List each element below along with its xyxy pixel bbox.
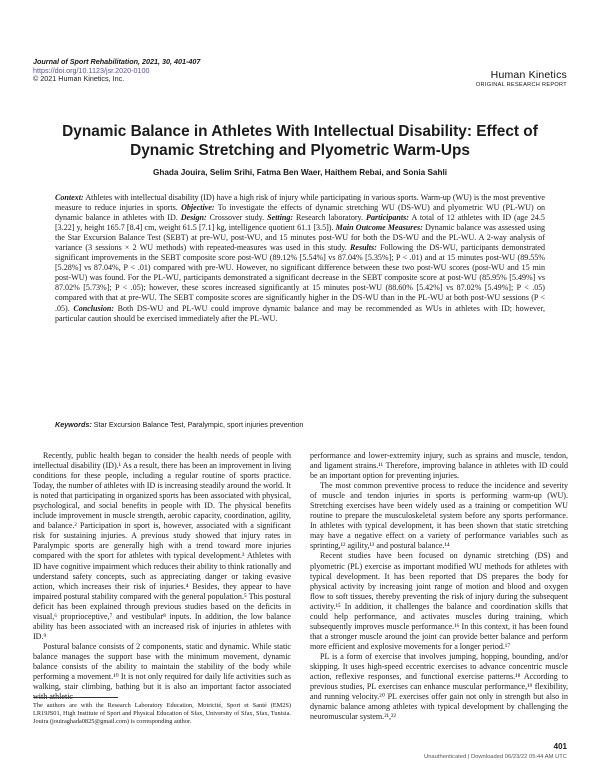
abstract-label: Context: bbox=[55, 193, 84, 202]
article-title: Dynamic Balance in Athletes With Intellectual Disability: Effect of Dynamic Stretching and Plyometric Warm-Ups bbox=[62, 123, 538, 159]
keywords bbox=[55, 420, 545, 429]
journal-header bbox=[33, 58, 200, 84]
body-paragraph: Postural balance consists of 2 components, static and dynamic. While static balance manages the support base with the minimum movement, dynamic balance consists of the ability to maintain the stability of the body while performing a movement.¹⁰ It is not only required for daily life activities such as walking, stair climbing, bathing but it is also an important factor associated with athletic bbox=[33, 641, 291, 702]
abstract-label: Results: bbox=[350, 243, 377, 253]
body-paragraph: Recent studies have been focused on dynamic stretching (DS) and plyometric (PL) exercise as important modified WU methods for athletes with typical development. It has been reported that DS prepares the body for physical activity by increasing joint range of motion and blood and oxygen flow to soft tissues, thereby preventing the risk of injury during the subsequent activity.¹⁵ In addition, it challenges the balance and coordination skills that could help performance, and activates muscles during training, which subsequently improves muscle performance.¹⁶ In this context, it has been found that a stronger muscle around the joint can provide better balance and perform more efficient and explosive movements for a longer period.¹⁷ bbox=[310, 551, 568, 651]
body-column-right bbox=[310, 451, 568, 722]
publisher-name: Human Kinetics bbox=[490, 69, 567, 81]
doi-link[interactable]: https://doi.org/10.1123/jsr.2020-0100 bbox=[33, 65, 150, 75]
abstract-label: Conclusion: bbox=[73, 303, 115, 313]
page-number: 401 bbox=[553, 742, 567, 751]
body-paragraph: Recently, public health began to consider the health needs of people with intellectual disability (ID).¹ As a result, there has been an improvement in living conditions for these people, including a regular routine of sports practice. Today, the number of athletes with ID is increasing steadily around the world. It is noted that participating in organized sports has been associated with physical, psychological, and social benefits in people with ID. The physical benefits include improvement in muscle strength, aerobic capacity, coordination, agility, and balance.² Participation in sport is, however, associated with a significant risk for sustaining injuries. A previous study showed that injury rates in Paralympic sports are generally high with a trend toward more injuries compared with the sport for athletes with typical development.³ Athletes with ID have cognitive impairment which reduces their ability to think rationally and understand safety concepts, such as appreciating danger or taking evasive action, which increases their risk of injuries.⁴ Besides, they appear to have impaired postural stability compared with the general population.⁵ This postural deficit has been explained through previous studies based on the deficits in visual,⁶ proprioceptive,⁷ and vestibular⁸ inputs. In addition, the low balance ability has been associated with an increased risk of injuries in athletes with ID.⁹ bbox=[33, 451, 291, 641]
abstract-text: To investigate the effects of dynamic stretching WU (DS-WU) and plyometric WU (PL-WU) on dynamic balance in athletes with ID. bbox=[55, 203, 545, 223]
article-type: ORIGINAL RESEARCH REPORT bbox=[475, 82, 567, 88]
abstract-text: Dynamic balance was assessed using the Star Excursion Balance Test (SEBT) at pre-WU, post-WU, and 15 minutes post-WU for both the DS-WU and the PL-WU. A 2-way analysis of variance (3 sessions × 2 WU methods) with repeated-measures was used in this study. bbox=[55, 223, 546, 253]
journal-citation: Journal of Sport Rehabilitation, 2021, 30, 401-407 bbox=[33, 57, 201, 66]
affiliation-footnote: The authors are with the Research Laboratory Education, Motricité, Sport et Santé (EM2S) LR19JS01, High Institute of Sport and Physical Education of Sfax, University of Sfax, Sfax, Tunisia. Jouira (jouiraghada0825@gmail.com) is corresponding author. bbox=[33, 702, 291, 725]
abstract-text: A total of 12 athletes with ID (age 24.5 [3.22] y, height 165.7 [8.4] cm, weight 61.5 [7.1] kg, intelligence quotient 61.1 [3.5]). bbox=[55, 213, 545, 233]
abstract-label: Main Outcome Measures: bbox=[335, 223, 423, 233]
body-paragraph: PL is a form of exercise that involves jumping, hopping, bounding, and/or skipping. It uses high-speed eccentric exercises to advance concentric muscle action, reflexive responses, and functional exercise patterns.¹⁸ According to previous studies, PL exercises can enhance muscular performance,¹⁹ flexibility, and running velocity.²⁰ PL exercises offer gain not only in strength but also in dynamic balance among athletes with typical development by challenging the neuromuscular system.²¹,²² bbox=[310, 651, 568, 722]
keywords-label: Keywords: bbox=[55, 420, 92, 429]
abstract bbox=[55, 193, 545, 324]
body-paragraph: The most common preventive process to reduce the incidence and severity of muscle and tendon injuries in sports is performing warm-up (WU). Stretching exercises have been widely used as a training or competition WU routine to prepare the musculoskeletal system before any sports performance. In athletes with typical development, it has been shown that static stretching may have a negative effect on a variety of performance variables such as sprinting,¹² agility,¹³ and postural balance.¹⁴ bbox=[310, 481, 568, 551]
copyright-line: © 2021 Human Kinetics, Inc. bbox=[33, 74, 125, 84]
abstract-text: Both DS-WU and PL-WU could improve dynamic balance and may be recommended as WUs in athletes with ID; however, particular caution should be exercised immediately after the PL-WU. bbox=[55, 303, 545, 323]
abstract-text: Research laboratory. bbox=[296, 213, 364, 223]
abstract-label: Design: bbox=[180, 213, 207, 223]
download-notice: Unauthenticated | Downloaded 06/23/22 05:44 AM UTC bbox=[424, 754, 567, 760]
abstract-label: Objective: bbox=[181, 203, 215, 213]
body-column-left bbox=[33, 451, 291, 702]
abstract-label: Setting: bbox=[267, 213, 294, 223]
keywords-text: Star Excursion Balance Test, Paralympic, sport injuries prevention bbox=[93, 420, 304, 429]
abstract-text: Following the DS-WU, participants demonstrated significant improvements in the SEBT composite score post-WU (89.12% [5.54%] vs 87.04% [5.35%]; P < .01) and at 15 minutes post-WU (89.55% [5.28%] vs 87.04%, P < .01) compared with pre-WU. However, no significant difference between these two post-WU scores (post-WU and 15 min post-WU) was found. For the PL-WU, participants demonstrated a significant decrease in the SEBT composite score at post-WU (85.95% [5.49%] vs 87.02% [5.73%]; P < .05); however, these scores increased significantly at 15 minutes post-WU (88.60% [5.42%] vs 87.02% [5.49%]; P < .05) compared with that at pre-WU. The SEBT composite scores are significantly higher in the DS-WU than in the PL-WU at both post-WU sessions (P < .05). bbox=[55, 243, 546, 313]
publisher-block bbox=[476, 69, 567, 88]
body-paragraph: performance and lower-extremity injury, such as sprains and muscle, tendon, and ligament strains.¹¹ Therefore, improving balance in athletes with ID could be an important option for preventing injuries. bbox=[310, 451, 568, 481]
author-list: Ghada Jouira, Selim Srihi, Fatma Ben Waer, Haithem Rebai, and Sonia Sahli bbox=[152, 168, 448, 177]
abstract-text: Athletes with intellectual disability (ID) have a high risk of injury while participating in various sports. Warm-up (WU) is the most preventive measure to reduce injuries in sports. bbox=[55, 193, 545, 213]
abstract-label: Participants: bbox=[366, 213, 409, 223]
abstract-text: Crossover study. bbox=[209, 213, 265, 223]
footnote-divider bbox=[33, 697, 118, 698]
